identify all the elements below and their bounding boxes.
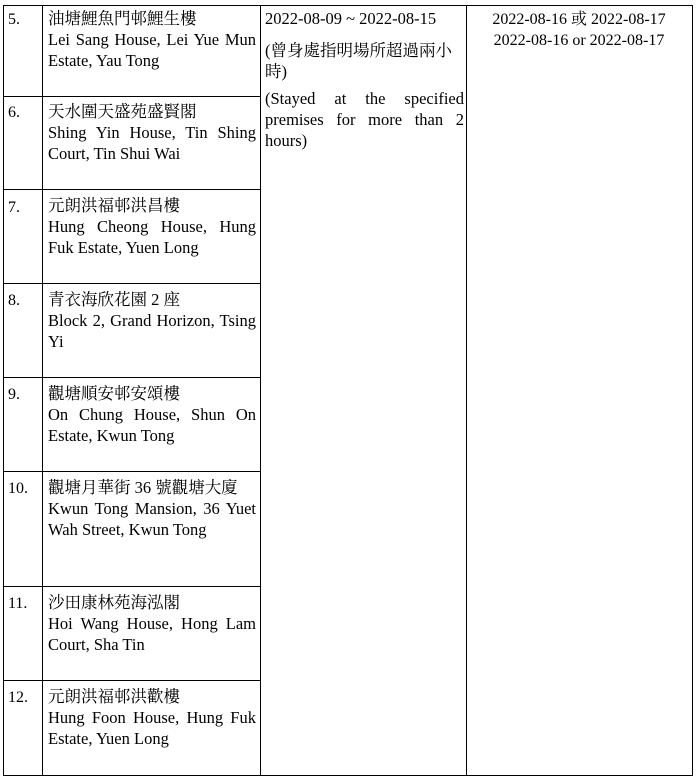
row-number: 12. [8,689,28,706]
row-separator [3,586,261,587]
visit-period-cell [265,8,464,151]
row-separator [3,377,261,378]
test-dates-zh: 2022-08-16 或 2022-08-17 [492,11,666,28]
row-separator [3,680,261,681]
premises-name [48,8,256,71]
row-number: 10. [8,480,28,497]
row-separator [3,189,261,190]
premises-name-zh: 油塘鯉魚門邨鯉生樓 [48,9,197,28]
premises-name-en: Block 2, Grand Horizon, Tsing Yi [48,311,256,351]
visit-dates: 2022-08-09 ~ 2022-08-15 [265,9,437,28]
premises-name-zh: 青衣海欣花園 2 座 [48,290,180,309]
premises-name-zh: 觀塘順安邨安頌樓 [48,384,180,403]
premises-name-en: Hung Foon House, Hung Fuk Estate, Yuen Long [48,708,256,748]
row-number: 9. [8,386,20,403]
premises-name [48,101,256,164]
test-dates-cell [472,9,686,51]
column-divider-3 [466,5,467,776]
premises-name [48,477,256,540]
premises-name-en: Hoi Wang House, Hong Lam Court, Sha Tin [48,614,256,654]
premises-name-zh: 沙田康林苑海泓閣 [48,593,180,612]
premises-name [48,195,256,258]
table-border-top [3,5,693,6]
column-divider-2 [260,5,261,776]
test-dates-en: 2022-08-16 or 2022-08-17 [493,32,665,49]
premises-name-en: Shing Yin House, Tin Shing Court, Tin Shui Wai [48,123,256,163]
row-number: 11. [8,595,28,612]
column-divider-1 [42,5,43,776]
row-number: 6. [8,104,20,121]
premises-name [48,289,256,352]
table-border-left [3,5,4,776]
table-border-right [692,5,693,776]
premises-name-zh: 元朗洪福邨洪歡樓 [48,687,180,706]
row-separator [3,283,261,284]
premises-name-en: Lei Sang House, Lei Yue Mun Estate, Yau Tong [48,30,256,70]
premises-name-en: On Chung House, Shun On Estate, Kwun Tong [48,405,256,445]
premises-name-zh: 元朗洪福邨洪昌樓 [48,196,180,215]
premises-name [48,383,256,446]
row-number: 7. [8,199,20,216]
premises-name-en: Kwun Tong Mansion, 36 Yuet Wah Street, Kwun Tong [48,499,256,539]
premises-name-zh: 天水圍天盛苑盛賢閣 [48,102,197,121]
row-separator [3,96,261,97]
row-number: 5. [8,11,20,28]
table-border-bottom [3,775,693,776]
condition-zh: (曾身處指明場所超過兩小時) [265,41,452,81]
row-separator [3,471,261,472]
premises-name-zh: 觀塘月華街 36 號觀塘大廈 [48,478,238,497]
premises-name-en: Hung Cheong House, Hung Fuk Estate, Yuen Long [48,217,256,257]
condition-en: (Stayed at the specified premises for more than 2 hours) [265,89,464,150]
row-number: 8. [8,292,20,309]
premises-name [48,686,256,749]
premises-name [48,592,256,655]
